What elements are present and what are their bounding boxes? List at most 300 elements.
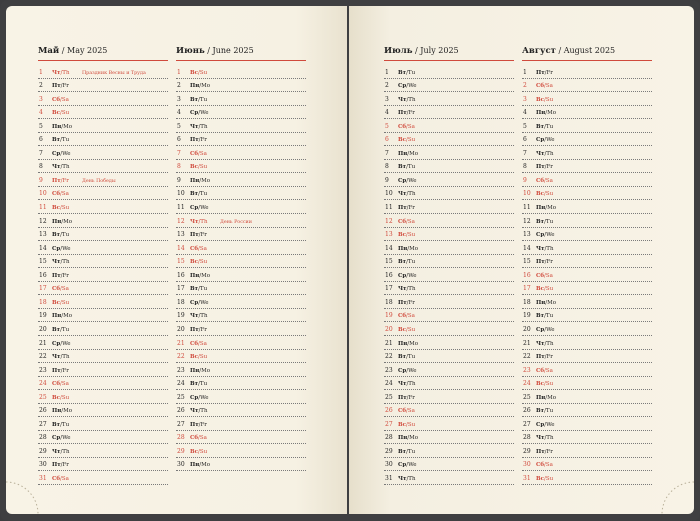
- weekday-ru: Вт: [536, 408, 545, 415]
- day-row[interactable]: [176, 335, 306, 350]
- weekday: [398, 381, 416, 387]
- weekday: [536, 476, 553, 482]
- weekday-separator: /: [60, 259, 63, 266]
- month-header: [176, 42, 306, 61]
- weekday-separator: /: [60, 340, 63, 347]
- day-row[interactable]: [38, 254, 168, 269]
- day-row[interactable]: [176, 227, 306, 242]
- weekday-separator: /: [61, 218, 64, 225]
- weekday: [398, 232, 415, 238]
- day-number: 6: [385, 136, 389, 144]
- day-row[interactable]: [384, 213, 514, 228]
- day-number: 7: [385, 149, 389, 157]
- weekday-separator: /: [544, 272, 546, 279]
- weekday: [52, 422, 69, 428]
- day-row[interactable]: [384, 132, 514, 147]
- weekday: [398, 97, 416, 103]
- day-number: 29: [523, 447, 531, 455]
- weekday: [190, 97, 207, 103]
- day-row[interactable]: [384, 349, 514, 364]
- day-number: 6: [523, 136, 527, 144]
- weekday: [398, 476, 416, 482]
- day-row[interactable]: [384, 362, 514, 377]
- weekday-separator: /: [544, 137, 547, 144]
- day-row[interactable]: [384, 118, 514, 133]
- weekday-en: Tu: [545, 218, 554, 225]
- weekday-separator: /: [545, 394, 548, 401]
- day-row[interactable]: [38, 213, 168, 228]
- day-row[interactable]: [176, 403, 306, 418]
- weekday: [398, 368, 417, 374]
- day-number: 1: [385, 68, 389, 76]
- weekday: [52, 137, 69, 143]
- weekday-separator: /: [544, 367, 546, 374]
- day-row[interactable]: [38, 389, 168, 404]
- day-number: 14: [523, 244, 531, 252]
- day-row[interactable]: [38, 416, 168, 431]
- day-row[interactable]: [522, 362, 652, 377]
- day-row[interactable]: [176, 145, 306, 160]
- weekday-ru: Вт: [52, 421, 61, 428]
- weekday-ru: Сб: [52, 286, 61, 293]
- weekday-ru: Чт: [190, 313, 199, 320]
- weekday-en: We: [408, 462, 417, 469]
- day-row[interactable]: [384, 416, 514, 431]
- day-row[interactable]: [522, 471, 652, 486]
- weekday-separator: /: [198, 299, 201, 306]
- weekday-separator: /: [60, 232, 62, 239]
- day-row[interactable]: [384, 186, 514, 201]
- day-number: 6: [177, 136, 181, 144]
- day-row[interactable]: [522, 200, 652, 215]
- day-row[interactable]: [38, 403, 168, 418]
- weekday-ru: Пн: [52, 408, 62, 415]
- day-row[interactable]: [384, 145, 514, 160]
- weekday-separator: /: [406, 232, 408, 239]
- weekday-separator: /: [406, 381, 409, 388]
- day-number: 31: [39, 475, 47, 483]
- day-row[interactable]: [176, 105, 306, 120]
- day-number: 20: [39, 325, 47, 333]
- day-row[interactable]: [384, 159, 514, 174]
- day-row[interactable]: [176, 200, 306, 215]
- weekday-separator: /: [198, 394, 201, 401]
- weekday-ru: Сб: [536, 177, 545, 184]
- day-row[interactable]: [38, 64, 168, 79]
- day-row[interactable]: [522, 118, 652, 133]
- day-row[interactable]: [522, 227, 652, 242]
- day-row[interactable]: [384, 294, 514, 309]
- weekday: [190, 83, 210, 89]
- month-name-ru: Июль: [384, 46, 413, 56]
- weekday-separator: /: [61, 123, 64, 130]
- day-row[interactable]: [522, 78, 652, 93]
- weekday-separator: /: [544, 326, 547, 333]
- weekday: [190, 259, 207, 265]
- weekday-separator: /: [199, 367, 202, 374]
- day-row[interactable]: [176, 267, 306, 282]
- day-row[interactable]: [176, 443, 306, 458]
- weekday-separator: /: [544, 448, 547, 455]
- weekday-en: Tu: [407, 69, 416, 76]
- day-row[interactable]: [384, 281, 514, 296]
- weekday: [536, 232, 555, 238]
- weekday-separator: /: [544, 421, 547, 428]
- weekday: [52, 435, 71, 441]
- weekday-en: Sa: [199, 245, 207, 252]
- weekday: [398, 110, 415, 116]
- day-row[interactable]: [176, 172, 306, 187]
- day-number: 20: [385, 325, 393, 333]
- weekday-en: Fr: [62, 272, 69, 279]
- weekday-ru: Вс: [536, 381, 544, 388]
- weekday: [536, 422, 555, 428]
- month-header: [384, 42, 514, 61]
- weekday-separator: /: [406, 123, 408, 130]
- day-row[interactable]: [176, 321, 306, 336]
- day-row[interactable]: [384, 200, 514, 215]
- day-row[interactable]: [522, 308, 652, 323]
- weekday-ru: Вс: [190, 69, 198, 76]
- day-row[interactable]: [176, 78, 306, 93]
- day-row[interactable]: [384, 471, 514, 486]
- day-row[interactable]: [384, 267, 514, 282]
- weekday-separator: /: [406, 313, 408, 320]
- weekday-separator: /: [60, 96, 62, 103]
- day-row[interactable]: [522, 430, 652, 445]
- day-row[interactable]: [522, 91, 652, 106]
- day-number: 13: [39, 231, 47, 239]
- day-row[interactable]: [176, 132, 306, 147]
- day-number: 4: [177, 109, 181, 117]
- weekday-en: Mo: [201, 177, 211, 184]
- day-row[interactable]: [176, 281, 306, 296]
- weekday-separator: /: [61, 313, 64, 320]
- weekday-en: Su: [407, 232, 416, 239]
- day-row[interactable]: [38, 294, 168, 309]
- day-number: 18: [385, 298, 393, 306]
- weekday-en: We: [546, 326, 555, 333]
- day-number: 18: [177, 298, 185, 306]
- weekday-separator: /: [198, 381, 200, 388]
- day-row[interactable]: [38, 281, 168, 296]
- weekday-ru: Вт: [190, 191, 199, 198]
- day-number: 2: [385, 82, 389, 90]
- day-row[interactable]: [522, 457, 652, 472]
- day-row[interactable]: [38, 186, 168, 201]
- day-row[interactable]: [38, 321, 168, 336]
- day-row[interactable]: [176, 294, 306, 309]
- day-row[interactable]: [384, 308, 514, 323]
- day-row[interactable]: [38, 159, 168, 174]
- day-row[interactable]: [176, 457, 306, 472]
- day-number: 27: [385, 420, 393, 428]
- weekday-en: Su: [199, 164, 208, 171]
- day-row[interactable]: [522, 172, 652, 187]
- day-row[interactable]: [522, 321, 652, 336]
- weekday-ru: Чт: [536, 245, 545, 252]
- day-row[interactable]: [522, 335, 652, 350]
- day-row[interactable]: [176, 430, 306, 445]
- day-row[interactable]: [176, 118, 306, 133]
- day-row[interactable]: [522, 213, 652, 228]
- weekday: [398, 124, 415, 130]
- weekday-ru: Ср: [190, 205, 199, 212]
- weekday: [398, 327, 415, 333]
- weekday-en: Sa: [61, 381, 69, 388]
- weekday: [536, 246, 554, 252]
- day-row[interactable]: [522, 376, 652, 391]
- day-row[interactable]: [384, 403, 514, 418]
- day-row[interactable]: [384, 105, 514, 120]
- day-row[interactable]: [176, 416, 306, 431]
- day-number: 14: [385, 244, 393, 252]
- day-number: 31: [523, 475, 531, 483]
- day-number: 16: [177, 271, 185, 279]
- day-row[interactable]: [38, 240, 168, 255]
- weekday: [190, 70, 207, 76]
- day-row[interactable]: [38, 105, 168, 120]
- day-number: 1: [177, 68, 181, 76]
- weekday-en: Sa: [199, 150, 207, 157]
- day-number: 26: [523, 407, 531, 415]
- weekday-separator: /: [545, 299, 548, 306]
- day-number: 31: [385, 475, 393, 483]
- weekday-ru: Пт: [190, 232, 199, 239]
- day-row[interactable]: [38, 443, 168, 458]
- weekday-separator: /: [407, 340, 410, 347]
- weekday-separator: /: [544, 245, 547, 252]
- weekday: [536, 164, 553, 170]
- weekday-ru: Сб: [190, 245, 199, 252]
- day-row[interactable]: [522, 294, 652, 309]
- day-row[interactable]: [176, 308, 306, 323]
- weekday: [52, 381, 69, 387]
- day-row[interactable]: [522, 240, 652, 255]
- day-row[interactable]: [38, 132, 168, 147]
- weekday-en: Su: [61, 205, 70, 212]
- weekday-separator: /: [406, 83, 409, 90]
- day-number: 16: [385, 271, 393, 279]
- weekday-separator: /: [406, 205, 409, 212]
- day-row[interactable]: [38, 430, 168, 445]
- day-row[interactable]: [384, 389, 514, 404]
- day-number: 30: [39, 461, 47, 469]
- weekday-ru: Ср: [190, 299, 199, 306]
- month-august: [522, 42, 652, 483]
- weekday-ru: Пн: [52, 313, 62, 320]
- day-row[interactable]: [384, 321, 514, 336]
- day-row[interactable]: [384, 457, 514, 472]
- day-row[interactable]: [38, 145, 168, 160]
- weekday-en: We: [62, 245, 71, 252]
- weekday-ru: Пт: [398, 299, 407, 306]
- weekday-en: Fr: [62, 462, 69, 469]
- weekday: [536, 259, 553, 265]
- weekday-separator: /: [406, 394, 409, 401]
- day-row[interactable]: [176, 389, 306, 404]
- weekday-ru: Вт: [52, 137, 61, 144]
- weekday-en: We: [408, 367, 417, 374]
- day-row[interactable]: [38, 267, 168, 282]
- weekday: [52, 327, 69, 333]
- weekday-en: Sa: [199, 340, 207, 347]
- day-row[interactable]: [176, 213, 306, 228]
- weekday-ru: Пт: [52, 367, 61, 374]
- day-row[interactable]: [384, 335, 514, 350]
- weekday: [398, 137, 415, 143]
- weekday-en: Mo: [409, 340, 419, 347]
- day-row[interactable]: [38, 91, 168, 106]
- day-number: 3: [523, 95, 527, 103]
- weekday-separator: /: [544, 218, 546, 225]
- holiday-label: День Победы: [82, 178, 116, 184]
- holiday-label: Праздник Весны и Труда: [82, 70, 146, 76]
- weekday-separator: /: [60, 83, 63, 90]
- weekday-separator: /: [60, 191, 62, 198]
- day-number: 24: [39, 380, 47, 388]
- weekday-en: Mo: [201, 272, 211, 279]
- weekday-en: Sa: [61, 286, 69, 293]
- month-may: [38, 42, 168, 483]
- day-row[interactable]: [522, 267, 652, 282]
- weekday-separator: /: [60, 177, 63, 184]
- day-row[interactable]: [176, 186, 306, 201]
- day-row[interactable]: [176, 376, 306, 391]
- day-row[interactable]: [384, 376, 514, 391]
- weekday-ru: Вт: [398, 354, 407, 361]
- weekday-separator: /: [406, 354, 408, 361]
- weekday-separator: /: [199, 177, 202, 184]
- weekday-en: We: [200, 110, 209, 117]
- day-row[interactable]: [176, 91, 306, 106]
- weekday-ru: Чт: [52, 354, 61, 361]
- day-number: 28: [385, 434, 393, 442]
- day-number: 2: [523, 82, 527, 90]
- weekday-en: Mo: [409, 150, 419, 157]
- weekday: [536, 327, 555, 333]
- day-row[interactable]: [384, 240, 514, 255]
- day-row[interactable]: [176, 362, 306, 377]
- day-row[interactable]: [522, 105, 652, 120]
- day-row[interactable]: [522, 132, 652, 147]
- day-row[interactable]: [38, 308, 168, 323]
- day-row[interactable]: [522, 64, 652, 79]
- day-row[interactable]: [38, 471, 168, 486]
- weekday-en: Tu: [199, 286, 208, 293]
- day-row[interactable]: [176, 240, 306, 255]
- weekday-separator: /: [544, 150, 547, 157]
- day-row[interactable]: [384, 172, 514, 187]
- weekday-en: Tu: [545, 408, 554, 415]
- weekday-ru: Сб: [52, 96, 61, 103]
- weekday-en: Th: [408, 96, 416, 103]
- day-row[interactable]: [176, 159, 306, 174]
- weekday-ru: Вт: [398, 259, 407, 266]
- day-row[interactable]: [522, 403, 652, 418]
- weekday-en: Sa: [545, 367, 553, 374]
- day-row[interactable]: [522, 186, 652, 201]
- day-row[interactable]: [384, 78, 514, 93]
- weekday: [190, 313, 208, 319]
- weekday-en: Mo: [409, 435, 419, 442]
- month-name-en: July 2025: [420, 46, 459, 55]
- day-row[interactable]: [522, 254, 652, 269]
- day-number: 9: [39, 176, 43, 184]
- weekday-separator: /: [60, 164, 63, 171]
- day-row[interactable]: [176, 64, 306, 79]
- weekday-en: Sa: [61, 476, 69, 483]
- day-row[interactable]: [38, 172, 168, 187]
- day-row[interactable]: [38, 78, 168, 93]
- day-row[interactable]: [38, 200, 168, 215]
- weekday-ru: Пн: [398, 245, 408, 252]
- day-row[interactable]: [384, 443, 514, 458]
- weekday-separator: /: [544, 83, 546, 90]
- day-row[interactable]: [522, 281, 652, 296]
- day-row[interactable]: [38, 362, 168, 377]
- day-row[interactable]: [38, 457, 168, 472]
- weekday: [52, 395, 69, 401]
- day-row[interactable]: [522, 389, 652, 404]
- weekday: [398, 354, 415, 360]
- day-row[interactable]: [384, 227, 514, 242]
- weekday-ru: Сб: [398, 123, 407, 130]
- weekday-ru: Ср: [536, 137, 545, 144]
- day-row[interactable]: [38, 227, 168, 242]
- weekday-en: We: [62, 435, 71, 442]
- weekday: [190, 219, 208, 225]
- weekday: [190, 191, 207, 197]
- day-row[interactable]: [522, 349, 652, 364]
- weekday: [52, 313, 72, 319]
- day-number: 21: [385, 339, 393, 347]
- day-row[interactable]: [38, 376, 168, 391]
- weekday: [536, 395, 556, 401]
- day-row[interactable]: [38, 118, 168, 133]
- day-row[interactable]: [522, 443, 652, 458]
- day-row[interactable]: [384, 91, 514, 106]
- weekday-separator: /: [544, 69, 547, 76]
- weekday-ru: Пн: [190, 272, 200, 279]
- weekday-en: Th: [200, 123, 208, 130]
- day-row[interactable]: [522, 416, 652, 431]
- weekday-separator: /: [198, 123, 201, 130]
- weekday-separator: /: [544, 177, 546, 184]
- weekday: [536, 381, 553, 387]
- weekday: [190, 110, 209, 116]
- weekday: [52, 97, 69, 103]
- day-row[interactable]: [176, 254, 306, 269]
- weekday-ru: Пн: [398, 435, 408, 442]
- day-row[interactable]: [38, 349, 168, 364]
- weekday-en: Fr: [200, 137, 207, 144]
- day-row[interactable]: [384, 254, 514, 269]
- day-number: 29: [177, 447, 185, 455]
- day-row[interactable]: [38, 335, 168, 350]
- weekday-ru: Вс: [398, 326, 406, 333]
- weekday-separator: /: [544, 313, 546, 320]
- day-row[interactable]: [384, 430, 514, 445]
- day-row[interactable]: [176, 349, 306, 364]
- day-row[interactable]: [522, 145, 652, 160]
- day-number: 17: [177, 285, 185, 293]
- day-number: 7: [39, 149, 43, 157]
- weekday-en: Th: [546, 435, 554, 442]
- day-row[interactable]: [384, 64, 514, 79]
- weekday-en: Su: [61, 110, 70, 117]
- day-row[interactable]: [522, 159, 652, 174]
